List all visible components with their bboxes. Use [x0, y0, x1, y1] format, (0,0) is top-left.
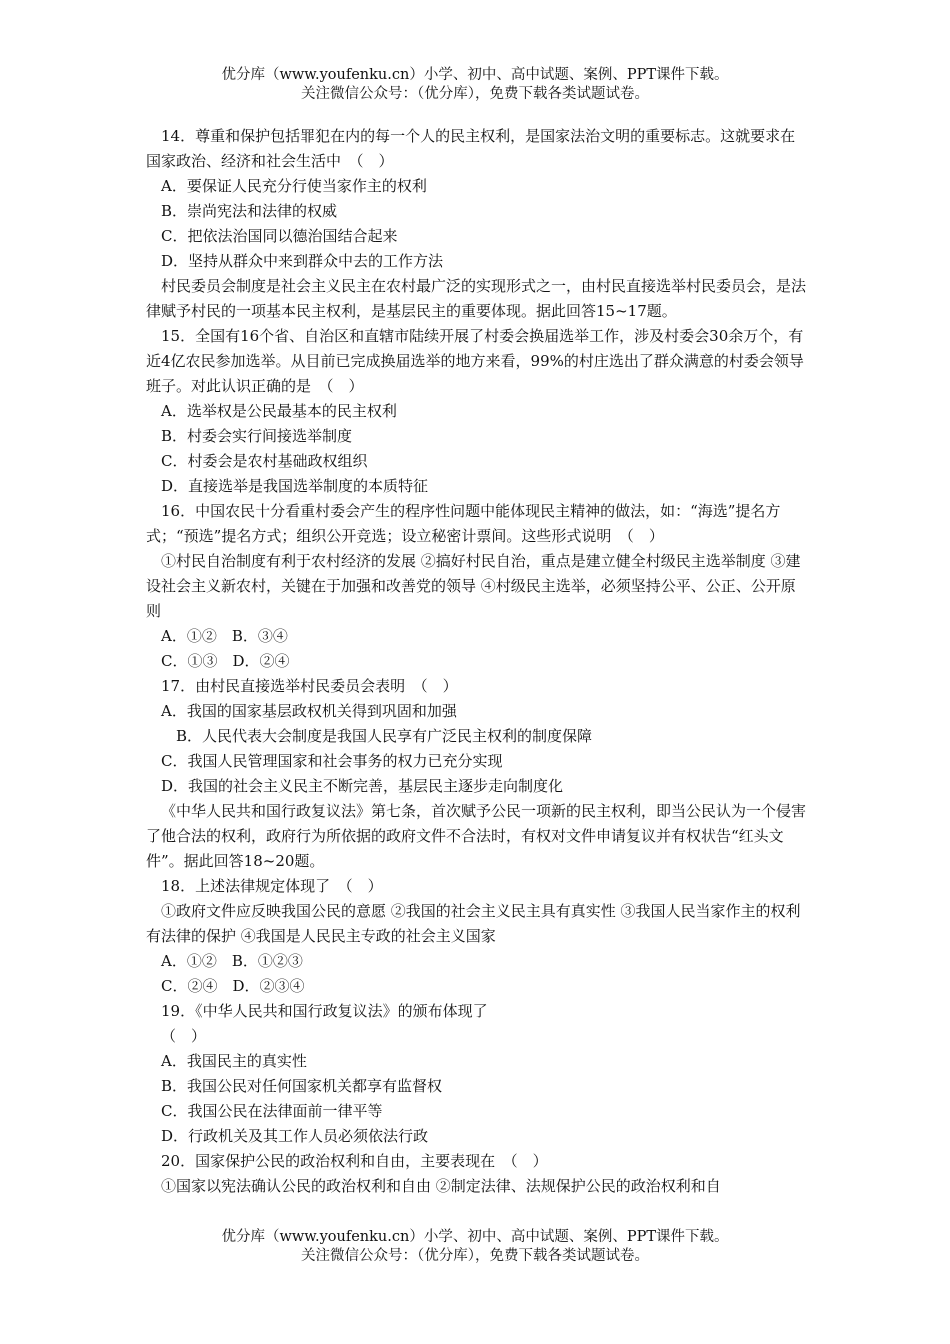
q19-option-c: C．我国公民在法律面前一律平等 [161, 1102, 383, 1120]
q14-option-d: D．坚持从群众中来到群众中去的工作方法 [161, 252, 444, 270]
q15-option-a: A．选举权是公民最基本的民主权利 [161, 402, 397, 420]
q15-option-b: B．村委会实行间接选举制度 [161, 427, 353, 445]
q16-stem: 16．中国农民十分看重村委会产生的程序性问题中能体现民主精神的做法，如：“海选”提名方式；“预选”提名方式；组织公开竞选；设立秘密计票间。这些形式说明 （ ） [146, 502, 781, 545]
page-header [0, 66, 950, 104]
q20-items: ①国家以宪法确认公民的政治权利和自由 ②制定法律、法规保护公民的政治权利和自 [161, 1177, 721, 1195]
q19-paren: （ ） [161, 1027, 207, 1045]
q19-option-a: A．我国民主的真实性 [161, 1052, 307, 1070]
q16-options-cd: C．①③ D．②④ [161, 652, 290, 670]
q19-stem: 19．《中华人民共和国行政复议法》的颁布体现了 [161, 1002, 488, 1020]
q15-stem: 15．全国有16个省、自治区和直辖市陆续开展了村委会换届选举工作，涉及村委会30余万个，有近4亿农民参加选举。从目前已完成换届选举的地方来看，99%的村庄选出了群众满意的村委会领导班子。对此认识正确的是 （ ） [146, 327, 804, 395]
q14-stem: 14．尊重和保护包括罪犯在内的每一个人的民主权利，是国家法治文明的重要标志。这就要求在国家政治、经济和社会生活中 （ ） [146, 127, 796, 170]
q15-option-c: C．村委会是农村基础政权组织 [161, 452, 368, 470]
q14-option-a: A．要保证人民充分行使当家作主的权利 [161, 177, 427, 195]
q14-option-b: B．崇尚宪法和法律的权威 [161, 202, 338, 220]
header-line-2: 关注微信公众号：（优分库），免费下载各类试题试卷。 [301, 86, 649, 102]
q17-option-d: D．我国的社会主义民主不断完善，基层民主逐步走向制度化 [161, 777, 564, 795]
intro-18-20: 《中华人民共和国行政复议法》第七条，首次赋予公民一项新的民主权利，即当公民认为一个侵害了他合法的权利，政府行为所依据的政府文件不合法时，有权对文件申请复议并有权状告“红头文件”。据此回答18~20题。 [146, 802, 807, 870]
q17-stem: 17．由村民直接选举村民委员会表明 （ ） [161, 677, 458, 695]
q20-stem: 20．国家保护公民的政治权利和自由，主要表现在 （ ） [161, 1152, 548, 1170]
page-footer [0, 1228, 950, 1266]
header-line-1: 优分库（www.youfenku.cn）小学、初中、高中试题、案例、PPT课件下载。 [221, 67, 729, 83]
q15-option-d: D．直接选举是我国选举制度的本质特征 [161, 477, 429, 495]
q18-options-ab: A．①② B．①②③ [161, 952, 303, 970]
document-body [146, 124, 808, 1199]
q17-option-c: C．我国人民管理国家和社会事务的权力已充分实现 [161, 752, 503, 770]
q14-option-c: C．把依法治国同以德治国结合起来 [161, 227, 398, 245]
q16-options-ab: A．①② B．③④ [161, 627, 288, 645]
footer-line-2: 关注微信公众号：（优分库），免费下载各类试题试卷。 [301, 1248, 649, 1264]
q16-items: ①村民自治制度有利于农村经济的发展 ②搞好村民自治，重点是建立健全村级民主选举制度 ③建设社会主义新农村，关键在于加强和改善党的领导 ④村级民主选举，必须坚持公平、公正、公开原则 [146, 552, 801, 620]
q18-stem: 18．上述法律规定体现了 （ ） [161, 877, 383, 895]
intro-15-17: 村民委员会制度是社会主义民主在农村最广泛的实现形式之一，由村民直接选举村民委员会，是法律赋予村民的一项基本民主权利，是基层民主的重要体现。据此回答15~17题。 [146, 277, 807, 320]
q17-option-b: B．人民代表大会制度是我国人民享有广泛民主权利的制度保障 [176, 727, 593, 745]
q18-items: ①政府文件应反映我国公民的意愿 ②我国的社会主义民主具有真实性 ③我国人民当家作主的权利有法律的保护 ④我国是人民民主专政的社会主义国家 [146, 902, 801, 945]
q19-option-b: B．我国公民对任何国家机关都享有监督权 [161, 1077, 443, 1095]
q19-option-d: D．行政机关及其工作人员必须依法行政 [161, 1127, 429, 1145]
q17-option-a: A．我国的国家基层政权机关得到巩固和加强 [161, 702, 457, 720]
q18-options-cd: C．②④ D．②③④ [161, 977, 305, 995]
footer-line-1: 优分库（www.youfenku.cn）小学、初中、高中试题、案例、PPT课件下载。 [221, 1229, 729, 1245]
